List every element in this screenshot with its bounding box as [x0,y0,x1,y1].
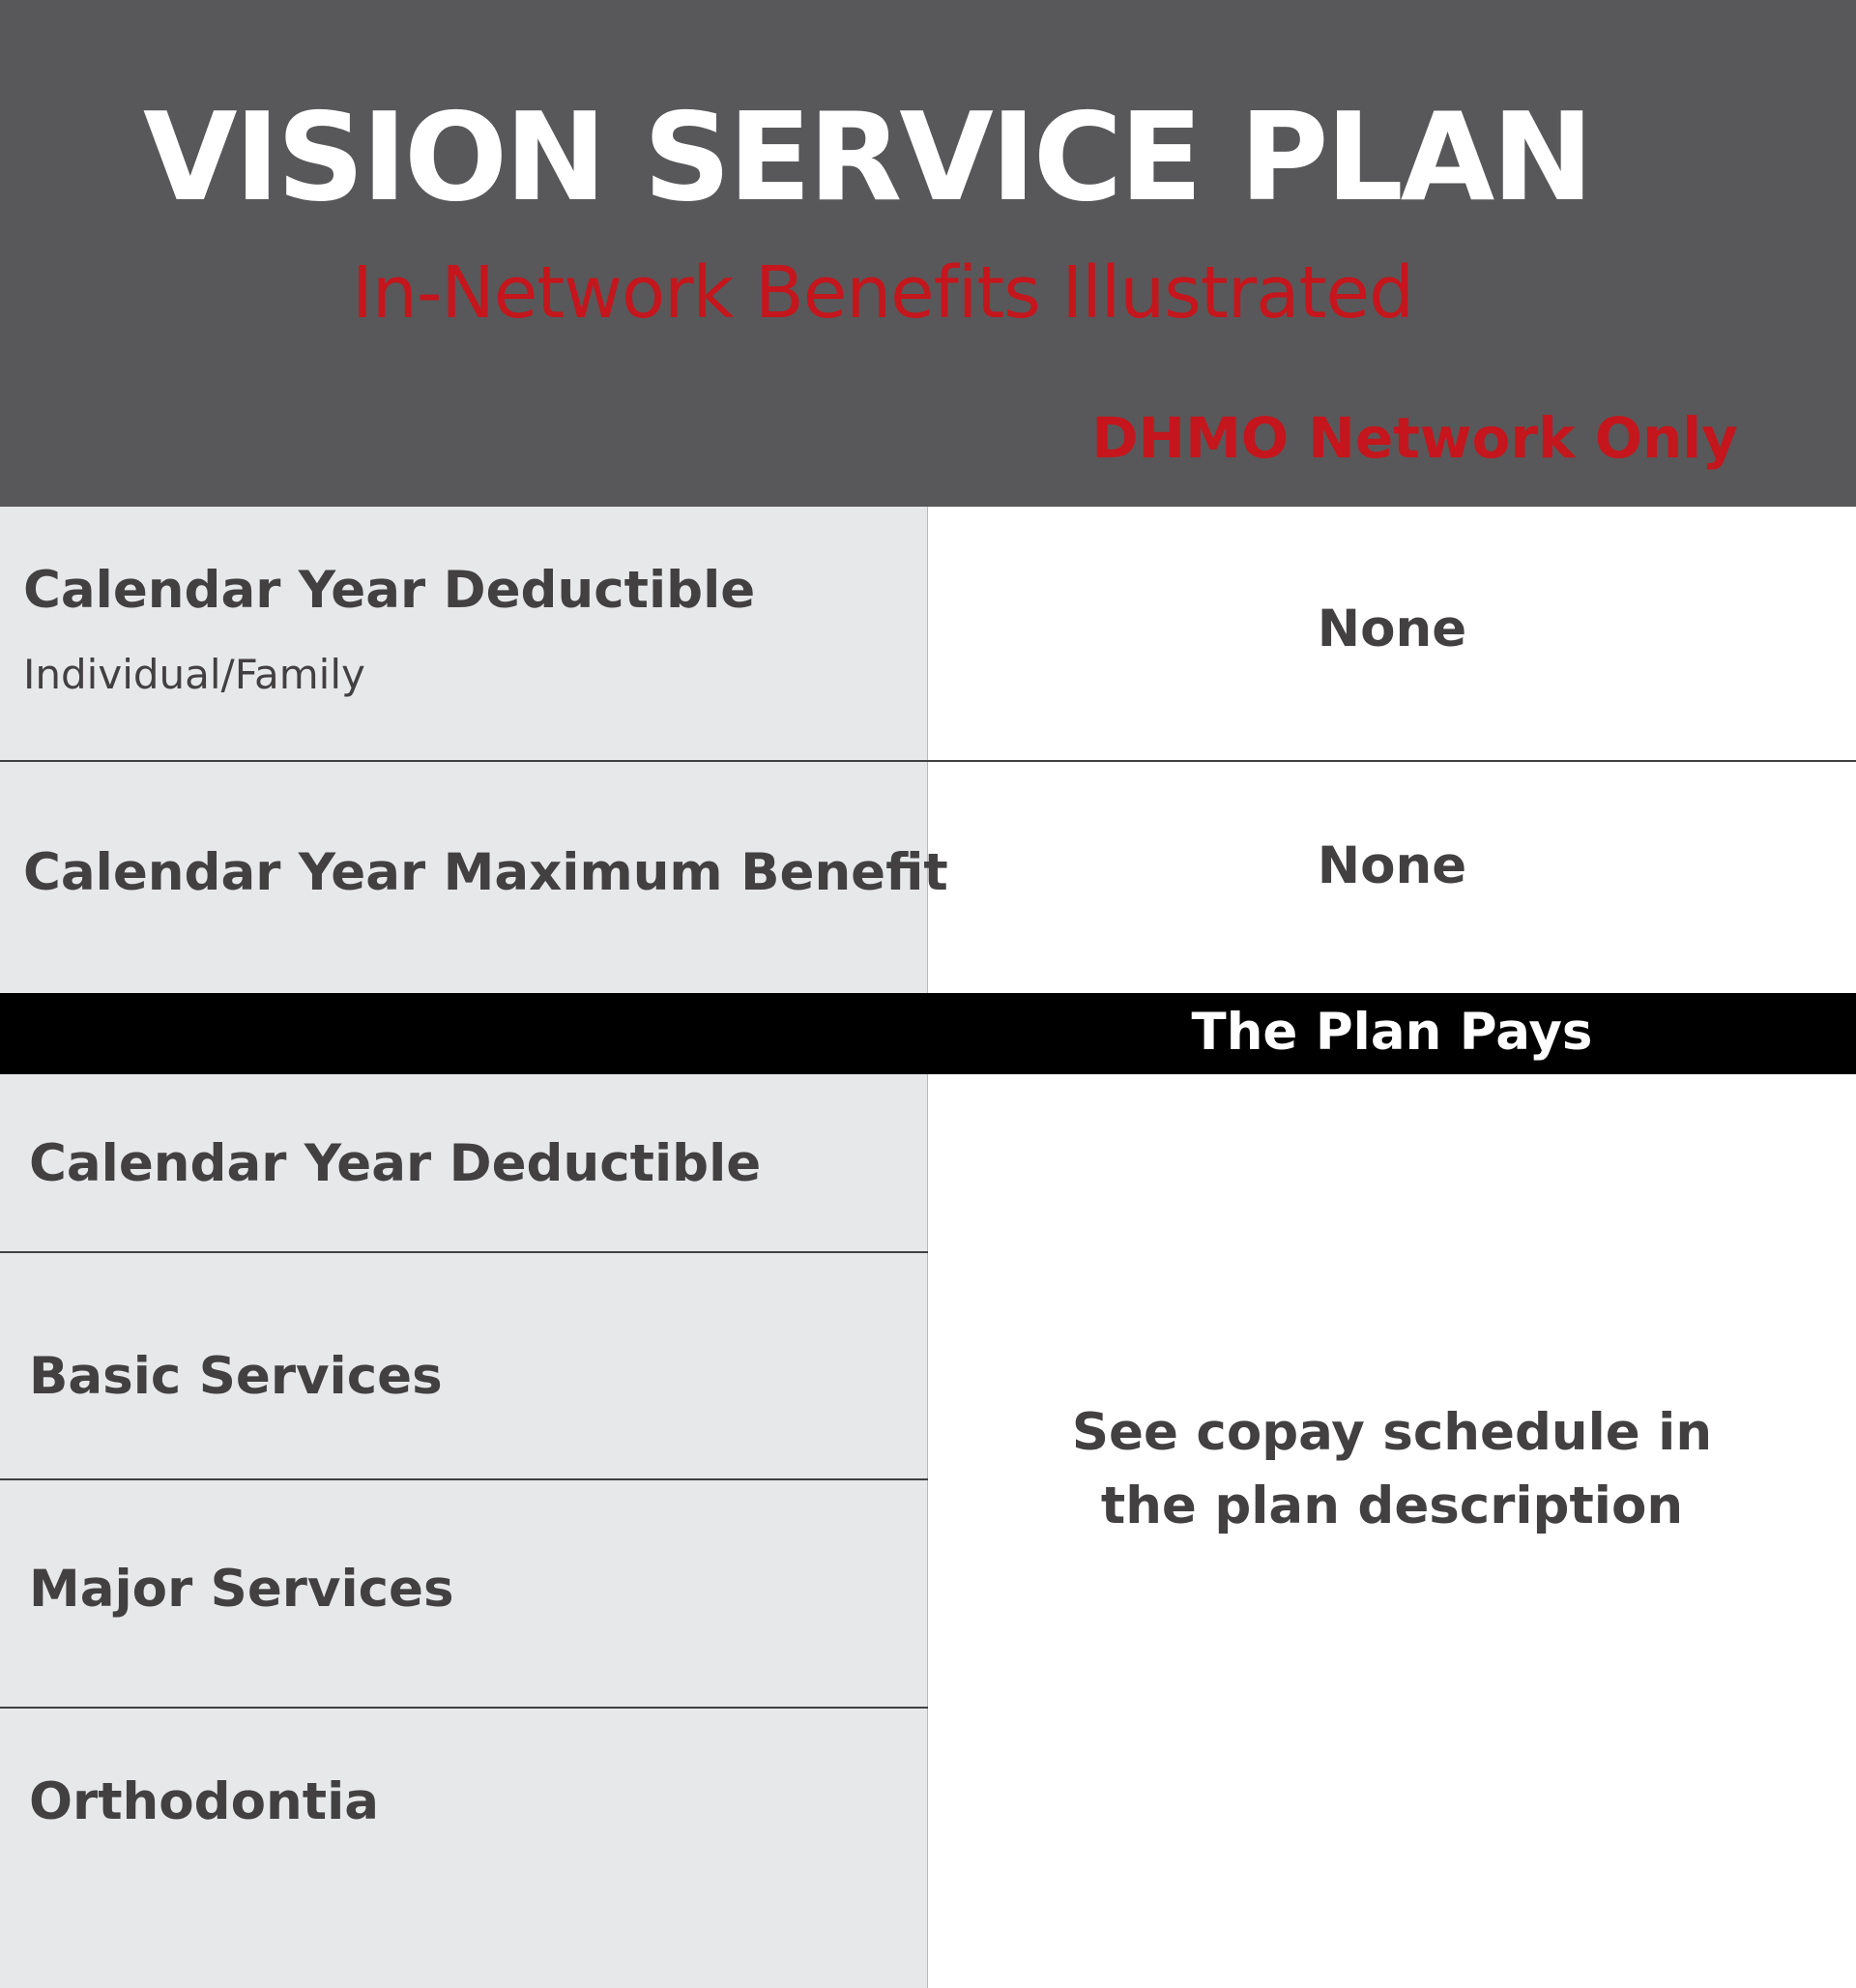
summary-value-column [928,507,1856,993]
deductible-value: None [1317,599,1467,658]
service-row-basic: Basic Services [29,1347,443,1406]
deductible-sublabel: Individual/Family [23,651,365,698]
copay-note-line-1: See copay schedule in [1071,1403,1713,1462]
plan-pays-band [0,993,1856,1074]
service-row-major: Major Services [29,1560,454,1619]
service-row-deductible: Calendar Year Deductible [29,1134,762,1193]
page-title: VISION SERVICE PLAN [143,86,1591,228]
row-divider [0,1478,928,1480]
plan-pays-heading: The Plan Pays [1191,1003,1593,1062]
network-label: DHMO Network Only [1091,405,1738,471]
copay-note [928,1396,1856,1543]
row-divider [0,1707,928,1709]
service-row-orthodontia: Orthodontia [29,1772,380,1831]
page-subtitle: In-Network Benefits Illustrated [352,251,1414,335]
row-divider [0,760,1856,762]
deductible-label: Calendar Year Deductible [23,561,756,620]
service-label-column [0,1074,928,1988]
row-divider [0,1251,928,1253]
plan-header [0,0,1856,507]
maximum-benefit-value: None [1317,836,1467,895]
copay-note-line-2: the plan description [1100,1476,1684,1535]
maximum-benefit-label: Calendar Year Maximum Benefit [23,843,948,902]
